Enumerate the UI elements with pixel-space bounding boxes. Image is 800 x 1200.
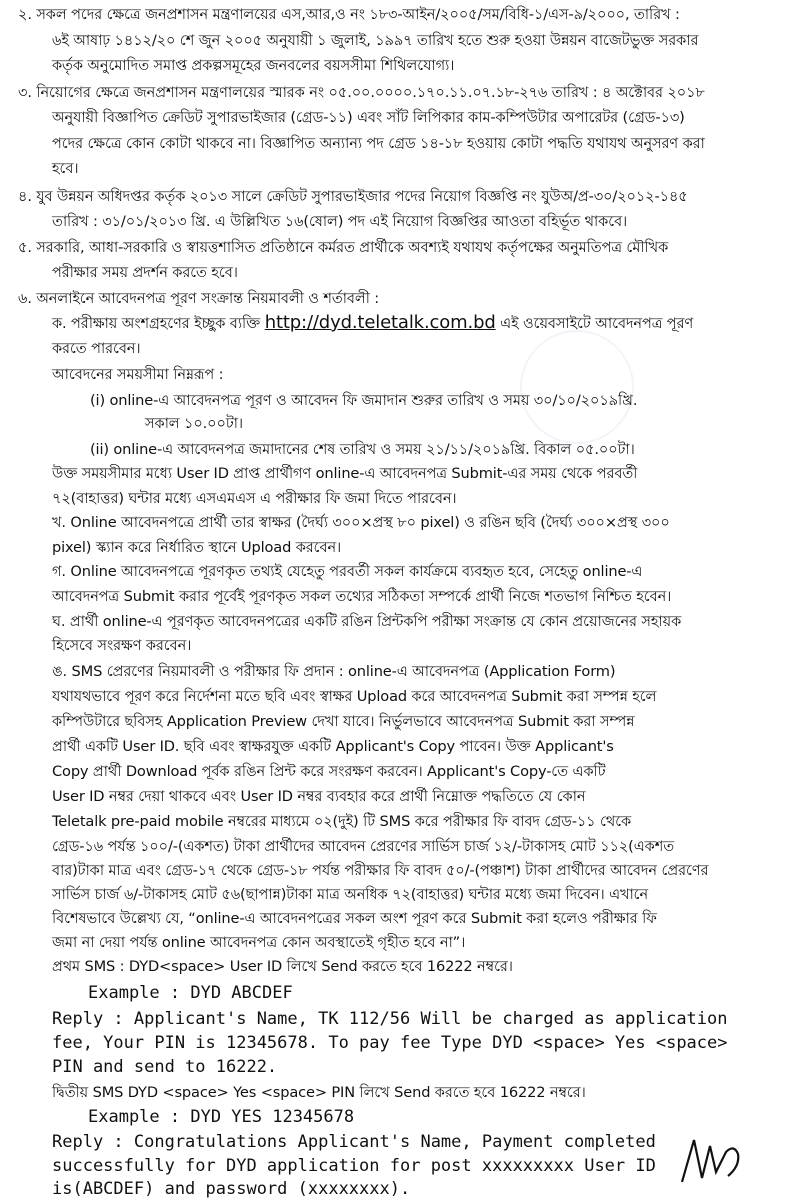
url-suffix: এই ওয়েবসাইটে আবেদনপত্র পূরণ (495, 315, 694, 332)
reply-1-line: Reply : Applicant's Name, TK 112/56 Will be charged as application (52, 1009, 728, 1029)
example-1: Example : DYD ABCDEF (88, 983, 293, 1003)
reply-1-line: PIN and send to 16222. (52, 1057, 278, 1077)
url-line (52, 312, 792, 335)
text-line: অনুযায়ী বিজ্ঞাপিত ক্রেডিট সুপারভাইজার (গ্রেড-১১) এবং সাঁট লিপিকার কাম-কম্পিউটার অপারেটর (গ্রেড-১৩) (52, 109, 685, 126)
text-line: Teletalk pre-paid mobile নম্বরের মাধ্যমে ০২(দুই) টি SMS করে পরীক্ষার ফি বাবদ গ্রেড-১১ থেকে (52, 813, 632, 830)
text-line: পরীক্ষার সময় প্রদর্শন করতে হবে। (52, 264, 238, 281)
text-line: Copy প্রার্থী Download পূর্বক রঙিন প্রিন্ট করে সংরক্ষণ করবেন। Applicant's Copy-তে একটি (52, 763, 606, 780)
text-line: বিশেষভাবে উল্লেখ্য যে, “online-এ আবেদনপত্রের সকল অংশ পূরণ করে Submit করা হলেও পরীক্ষার ফি (52, 910, 657, 927)
url-prefix: ক. পরীক্ষায় অংশগ্রহণের ইচ্ছুক ব্যক্তি (52, 315, 265, 332)
text-line: ৬. অনলাইনে আবেদনপত্র পূরণ সংক্রান্ত নিয়মাবলী ও শর্তাবলী : (18, 290, 379, 307)
text-line: pixel) স্ক্যান করে নির্ধারিত স্থানে Upload করবেন। (52, 539, 342, 556)
text-line: হিসেবে সংরক্ষণ করবেন। (52, 637, 192, 654)
text-line: প্রথম SMS : DYD<space> User ID লিখে Send করতে হবে 16222 নম্বরে। (52, 958, 513, 975)
text-line: ২. সকল পদের ক্ষেত্রে জনপ্রশাসন মন্ত্রণালয়ের এস,আর,ও নং ১৮৩-আইন/২০০৫/সম/বিধি-১/এস-৯/২০০০, তারিখ : (18, 6, 680, 23)
text-line: বার)টাকা মাত্র এবং গ্রেড-১৭ থেকে গ্রেড-১৮ পর্যন্ত পরীক্ষার ফি বাবদ ৫০/-(পঞ্চাশ) টাকা প্রার্থীদের আবেদন প্রেরণের (52, 862, 709, 879)
text-line: তারিখ : ৩১/০১/২০১৩ খ্রি. এ উল্লিখিত ১৬(ষোল) পদ এই নিয়োগ বিজ্ঞপ্তির আওতা বহির্ভূত থাকবে। (52, 213, 628, 230)
text-line: আবেদনের সময়সীমা নিম্নরূপ : (52, 366, 224, 383)
text-line: ৬ই আষাঢ় ১৪১২/২০ শে জুন ২০০৫ অনুযায়ী ১ জুলাই, ১৯৯৭ তারিখ হতে শুরু হওয়া উন্নয়ন বাজেটভুক্ত সরকার (52, 32, 699, 49)
text-line: কর্তৃক অনুমোদিত সমাপ্ত প্রকল্পসমূহের জনবলের বয়সসীমা শিথিলযোগ্য। (52, 57, 455, 74)
reply-2-line: successfully for DYD application for post xxxxxxxxx User ID (52, 1156, 656, 1176)
text-line: ৫. সরকারি, আধা-সরকারি ও স্বায়ত্তশাসিত প্রতিষ্ঠানে কর্মরত প্রার্থীকে অবশ্যই যথাযথ কর্তৃপক্ষের অনুমতিপত্র মৌখিক (18, 239, 669, 256)
text-line: ঘ. প্রার্থী online-এ পূরণকৃত আবেদনপত্রের একটি রঙিন প্রিন্টকপি পরীক্ষা সংক্রান্ত যে কোন প্রয়োজনের সহায়ক (52, 613, 682, 630)
text-line: গ. Online আবেদনপত্রে পূরণকৃত তথ্যই যেহেতু পরবর্তী সকল কার্যক্রমে ব্যবহৃত হবে, সেহেতু online-এ (52, 563, 643, 580)
text-line: (i) online-এ আবেদনপত্র পূরণ ও আবেদন ফি জমাদান শুরুর তারিখ ও সময় ৩০/১০/২০১৯খ্রি. (90, 392, 638, 409)
text-line: হবে। (52, 160, 79, 177)
text-line: খ. Online আবেদনপত্রে প্রার্থী তার স্বাক্ষর (দৈর্ঘ্য ৩০০×প্রস্থ ৮০ pixel) ও রঙিন ছবি (দৈর্ঘ্য ৩০০×প্রস্থ ৩০০ (52, 514, 670, 531)
text-line: আবেদনপত্র Submit করার পূর্বেই পূরণকৃত সকল তথ্যের সঠিকতা সম্পর্কে প্রার্থী নিজে শতভাগ নিশ্চিত হবেন। (52, 588, 672, 605)
text-line: উক্ত সময়সীমার মধ্যে User ID প্রাপ্ত প্রার্থীগণ online-এ আবেদনপত্র Submit-এর সময় থেকে পরবর্তী (52, 465, 638, 482)
text-line: ৭২(বাহাত্তর) ঘন্টার মধ্যে এসএমএস এ পরীক্ষার ফি জমা দিতে পারবেন। (52, 490, 457, 507)
signature-mark (676, 1132, 746, 1187)
text-line: ৪. যুব উন্নয়ন অধিদপ্তর কর্তৃক ২০১৩ সালে ক্রেডিট সুপারভাইজার পদের নিয়োগ বিজ্ঞপ্তি নং যুউঅ/প্র-৩০/২০১২-১৪৫ (18, 188, 688, 205)
text-line: পদের ক্ষেত্রে কোন কোটা থাকবে না। বিজ্ঞাপিত অন্যান্য পদ গ্রেড ১৪-১৮ হওয়ায় কোটা পদ্ধতি যথাযথ অনুসরণ করা (52, 135, 705, 152)
text-line: করতে পারবেন। (52, 340, 141, 357)
text-line: জমা না দেয়া পর্যন্ত online আবেদনপত্র কোন অবস্থাতেই গৃহীত হবে না”। (52, 934, 466, 951)
text-line: সার্ভিস চার্জ ৬/-টাকাসহ মোট ৫৬(ছাপান্ন)টাকা মাত্র অনধিক ৭২(বাহাত্তর) ঘন্টার মধ্যে জমা দিবেন। এখানে (52, 886, 649, 903)
example-2: Example : DYD YES 12345678 (88, 1107, 355, 1127)
text-line: (ii) online-এ আবেদনপত্র জমাদানের শেষ তারিখ ও সময় ২১/১১/২০১৯খ্রি. বিকাল ০৫.০০টা। (90, 441, 635, 458)
text-line: সকাল ১০.০০টা। (145, 415, 243, 432)
reply-2-line: Reply : Congratulations Applicant's Name, Payment completed (52, 1132, 656, 1152)
text-line: গ্রেড-১৬ পর্যন্ত ১০০/-(একশত) টাকা প্রার্থীদের আবেদন প্রেরণের সার্ভিস চার্জ ১২/-টাকাসহ মোট ১১২(একশত (52, 838, 674, 855)
reply-2-line: is(ABCDEF) and password (xxxxxxxx). (52, 1179, 411, 1199)
text-line: ঙ. SMS প্রেরণের নিয়মাবলী ও পরীক্ষার ফি প্রদান : online-এ আবেদনপত্র (Application Form) (52, 663, 616, 680)
text-line: যথাযথভাবে পূরণ করে নির্দেশনা মতে ছবি এবং স্বাক্ষর Upload করে আবেদনপত্র Submit করা সম্পন্ন হলে (52, 688, 657, 705)
text-line: ৩. নিয়োগের ক্ষেত্রে জনপ্রশাসন মন্ত্রণালয়ের স্মারক নং ০৫.০০.০০০০.১৭০.১১.০৭.১৮-২৭৬ তারিখ : ৪ অক্টোবর ২০১৮ (18, 84, 705, 101)
text-line: প্রার্থী একটি User ID. ছবি এবং স্বাক্ষরযুক্ত একটি Applicant's Copy পাবেন। উক্ত Applicant's (52, 738, 614, 755)
text-line: User ID নম্বর দেয়া থাকবে এবং User ID নম্বর ব্যবহার করে প্রার্থী নিম্নোক্ত পদ্ধতিতে যে কোন (52, 788, 586, 805)
website-link[interactable]: http://dyd.teletalk.com.bd (264, 312, 496, 333)
second-sms-line: দ্বিতীয় SMS DYD <space> Yes <space> PIN লিখে Send করতে হবে 16222 নম্বরে। (52, 1084, 586, 1101)
watermark-seal (520, 330, 634, 444)
text-line: কম্পিউটারে ছবিসহ Application Preview দেখা যাবে। নির্ভুলভাবে আবেদনপত্র Submit করা সম্পন্ন (52, 713, 635, 730)
reply-1-line: fee, Your PIN is 12345678. To pay fee Type DYD <space> Yes <space> (52, 1033, 728, 1053)
